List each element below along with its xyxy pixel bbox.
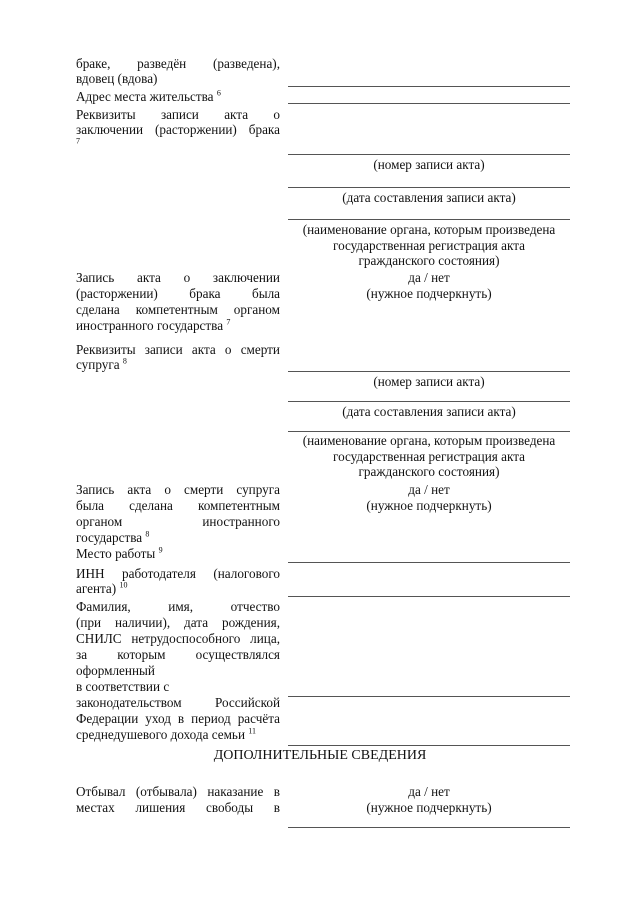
- inn-label-line-2: агента) $^{10}$: [76, 580, 128, 596]
- foreign-marriage-label-line-4: иностранного государства $^7$: [76, 317, 231, 333]
- record-date-hint: (дата составления записи акта): [342, 190, 516, 205]
- care-field-line-1[interactable]: [288, 696, 570, 697]
- foreign-death-label-line-2: была сделана компетентным: [76, 498, 280, 513]
- death-record-date-field[interactable]: [288, 401, 570, 402]
- foreign-marriage-label-line-3: сделана компетентным органом: [76, 302, 280, 317]
- record-date-hint-2: (дата составления записи акта): [342, 404, 516, 419]
- care-label-line-1: Фамилия, имя, отчество: [76, 599, 280, 614]
- inn-label-line-1: ИНН работодателя (налогового: [76, 566, 280, 581]
- marriage-record-number-field[interactable]: [288, 154, 570, 155]
- prison-field[interactable]: [288, 827, 570, 828]
- foreign-marriage-label-line-1: Запись акта о заключении: [76, 270, 280, 285]
- care-label-line-3: СНИЛС нетрудоспособного лица,: [76, 631, 280, 646]
- address-label: Адрес места жительства $^6$: [76, 88, 221, 104]
- death-record-label-line-2: супруга $^8$: [76, 356, 127, 372]
- record-number-hint-2: (номер записи акта): [373, 374, 485, 389]
- marriage-record-note: 7: [76, 136, 80, 146]
- workplace-field[interactable]: [288, 562, 570, 563]
- care-label-line-9: среднедушевого дохода семьи $^{11}$: [76, 726, 257, 742]
- foreign-death-label-line-4: государства $^8$: [76, 529, 150, 545]
- inn-field[interactable]: [288, 596, 570, 597]
- care-label-line-6: в соответствии с: [76, 679, 170, 694]
- marriage-record-label-line-1: Реквизиты записи акта о: [76, 107, 280, 122]
- authority-hint-2: (наименование органа, которым произведена государственная регистрация акта гражданского состояния): [302, 433, 556, 479]
- marital-status-field[interactable]: [288, 86, 570, 87]
- section-heading: ДОПОЛНИТЕЛЬНЫЕ СВЕДЕНИЯ: [213, 748, 427, 763]
- care-label-line-2: (при наличии), дата рождения,: [76, 615, 280, 630]
- foreign-death-choice[interactable]: да / нет (нужное подчеркнуть): [366, 482, 492, 513]
- care-label-line-8: Федерации уход в период расчёта: [76, 711, 280, 726]
- prison-label-line-1: Отбывал (отбывала) наказание в: [76, 784, 280, 799]
- foreign-marriage-choice[interactable]: да / нет (нужное подчеркнуть): [366, 270, 492, 301]
- foreign-death-label-line-1: Запись акта о смерти супруга: [76, 482, 280, 497]
- marital-status-line-1: браке, разведён (разведена),: [76, 56, 280, 71]
- care-label-line-5: оформленный: [76, 663, 155, 678]
- care-field-line-2[interactable]: [288, 745, 570, 746]
- death-record-label-line-1: Реквизиты записи акта о смерти: [76, 342, 280, 357]
- foreign-marriage-label-line-2: (расторжении) брака была: [76, 286, 280, 301]
- prison-choice[interactable]: да / нет (нужное подчеркнуть): [366, 784, 492, 815]
- marriage-record-label-line-2: заключении (расторжении) брака: [76, 122, 280, 137]
- care-label-line-7: законодательством Российской: [76, 695, 280, 710]
- marriage-authority-field[interactable]: [288, 219, 570, 220]
- foreign-death-label-line-3: органом иностранного: [76, 514, 280, 529]
- record-number-hint: (номер записи акта): [373, 157, 485, 172]
- prison-label-line-2: местах лишения свободы в: [76, 800, 280, 815]
- authority-hint: (наименование органа, которым произведена государственная регистрация акта гражданского состояния): [302, 222, 556, 268]
- workplace-label: Место работы $^9$: [76, 545, 163, 561]
- address-field[interactable]: [288, 103, 570, 104]
- death-authority-field[interactable]: [288, 431, 570, 432]
- marital-status-line-2: вдовец (вдова): [76, 71, 158, 86]
- death-record-number-field[interactable]: [288, 371, 570, 372]
- care-label-line-4: за которым осуществлялся: [76, 647, 280, 662]
- marriage-record-date-field[interactable]: [288, 187, 570, 188]
